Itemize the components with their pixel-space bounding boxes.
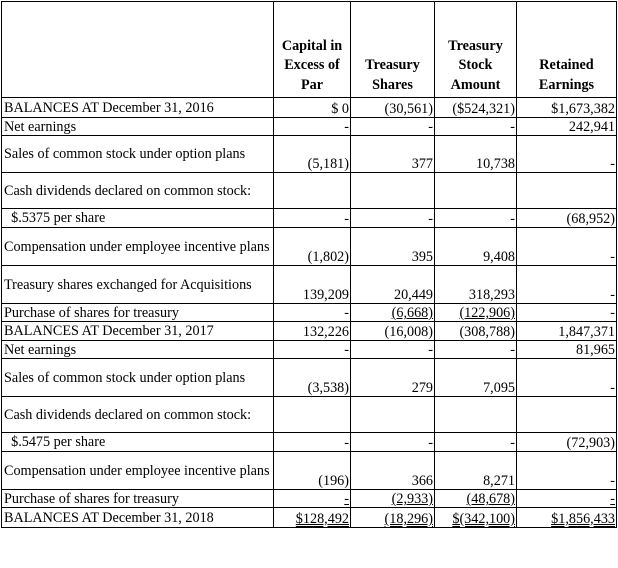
- value-text: -: [344, 211, 349, 227]
- value-text: -: [344, 305, 349, 321]
- row-value: [517, 266, 617, 304]
- row-value: [351, 173, 435, 209]
- row-label: Purchase of shares for treasury: [2, 304, 274, 322]
- row-value: [274, 136, 351, 173]
- value-text: -: [610, 287, 615, 303]
- row-value: [517, 508, 617, 528]
- row-value: [351, 452, 435, 490]
- row-label: Purchase of shares for treasury: [2, 490, 274, 508]
- table-row: [2, 508, 617, 528]
- value-text: (48,678): [466, 491, 515, 507]
- row-value: [435, 452, 517, 490]
- row-value: [517, 173, 617, 209]
- row-label: BALANCES AT December 31, 2016: [2, 98, 274, 118]
- value-text: -: [610, 156, 615, 172]
- value-text: 7,095: [483, 380, 515, 396]
- header-cell: Treasury Stock Amount: [435, 2, 517, 98]
- value-text: -: [610, 305, 615, 321]
- value-text: (16,008): [384, 324, 433, 340]
- row-value: [351, 341, 435, 359]
- row-value: [274, 322, 351, 341]
- value-text: (2,933): [391, 491, 433, 507]
- row-label: BALANCES AT December 31, 2018: [2, 508, 274, 528]
- value-text: (5,181): [307, 156, 349, 172]
- value-text: -: [428, 119, 433, 135]
- row-value: [274, 490, 351, 508]
- header-cell: Treasury Shares: [351, 2, 435, 98]
- header-cell: Retained Earnings: [517, 2, 617, 98]
- value-text: -: [510, 435, 515, 451]
- row-label: Cash dividends declared on common stock:: [2, 173, 274, 209]
- row-value: [435, 266, 517, 304]
- row-value: [274, 304, 351, 322]
- table-row: [2, 433, 617, 452]
- value-text: -: [610, 380, 615, 396]
- row-label: Cash dividends declared on common stock:: [2, 397, 274, 433]
- row-label: Compensation under employee incentive plans: [2, 228, 274, 266]
- row-value: [435, 341, 517, 359]
- value-text: 1,847,371: [558, 324, 615, 340]
- row-value: [435, 304, 517, 322]
- row-label: BALANCES AT December 31, 2017: [2, 322, 274, 341]
- table-row: [2, 341, 617, 359]
- row-value: [435, 508, 517, 528]
- row-value: [351, 433, 435, 452]
- row-value: [435, 98, 517, 118]
- row-value: [517, 209, 617, 228]
- row-value: [517, 118, 617, 136]
- value-text: -: [510, 211, 515, 227]
- value-text: 318,293: [468, 287, 515, 303]
- value-text: -: [610, 491, 615, 507]
- row-value: [274, 209, 351, 228]
- row-value: [351, 304, 435, 322]
- row-value: [435, 433, 517, 452]
- row-value: [517, 359, 617, 397]
- header-cell: [2, 2, 274, 98]
- value-text: 366: [411, 473, 433, 489]
- value-text: $128,492: [295, 511, 349, 527]
- row-value: [274, 397, 351, 433]
- row-value: [274, 173, 351, 209]
- value-text: -: [428, 342, 433, 358]
- value-text: (72,903): [566, 435, 615, 451]
- table-row: [2, 452, 617, 490]
- row-value: [274, 508, 351, 528]
- table-row: [2, 266, 617, 304]
- table-row: [2, 359, 617, 397]
- value-text: 395: [411, 249, 433, 265]
- row-value: [274, 341, 351, 359]
- value-text: 10,738: [475, 156, 515, 172]
- value-text: 377: [411, 156, 433, 172]
- value-text: -: [510, 119, 515, 135]
- value-text: -: [610, 473, 615, 489]
- value-text: -: [610, 249, 615, 265]
- value-text: $1,673,382: [551, 101, 615, 117]
- row-value: [517, 304, 617, 322]
- value-text: (1,802): [307, 249, 349, 265]
- row-value: [351, 322, 435, 341]
- table-row: [2, 490, 617, 508]
- table-row: [2, 98, 617, 118]
- row-value: [351, 136, 435, 173]
- row-label: Net earnings: [2, 341, 274, 359]
- row-label: Treasury shares exchanged for Acquisitions: [2, 266, 274, 304]
- row-value: [274, 359, 351, 397]
- row-value: [517, 228, 617, 266]
- row-value: [274, 433, 351, 452]
- header-cell: Capital in Excess of Par: [274, 2, 351, 98]
- row-value: [517, 322, 617, 341]
- table-row: [2, 304, 617, 322]
- row-value: [274, 118, 351, 136]
- row-value: [435, 490, 517, 508]
- value-text: -: [428, 435, 433, 451]
- row-value: [435, 359, 517, 397]
- row-label: $.5475 per share: [2, 433, 274, 452]
- equity-table: [1, 1, 617, 528]
- table-row: [2, 118, 617, 136]
- value-text: 139,209: [302, 287, 349, 303]
- row-value: [517, 136, 617, 173]
- row-value: [351, 118, 435, 136]
- row-value: [435, 397, 517, 433]
- value-text: -: [344, 435, 349, 451]
- row-label: $.5375 per share: [2, 209, 274, 228]
- value-text: 8,271: [483, 473, 515, 489]
- row-value: [435, 228, 517, 266]
- value-text: -: [344, 491, 349, 507]
- row-value: [351, 397, 435, 433]
- value-text: 81,965: [575, 342, 615, 358]
- row-label: Sales of common stock under option plans: [2, 359, 274, 397]
- row-value: [517, 397, 617, 433]
- table-row: [2, 322, 617, 341]
- row-value: [517, 433, 617, 452]
- value-text: -: [344, 119, 349, 135]
- row-value: [435, 173, 517, 209]
- value-text: -: [344, 342, 349, 358]
- row-label: Net earnings: [2, 118, 274, 136]
- value-text: (6,668): [391, 305, 433, 321]
- table-row: [2, 136, 617, 173]
- value-text: (196): [318, 473, 349, 489]
- row-value: [435, 118, 517, 136]
- row-value: [517, 452, 617, 490]
- value-text: $1,856,433: [551, 511, 615, 527]
- value-text: 9,408: [483, 249, 515, 265]
- value-text: 132,226: [302, 324, 349, 340]
- value-text: $(342,100): [452, 511, 515, 527]
- row-value: [517, 490, 617, 508]
- row-value: [517, 341, 617, 359]
- row-value: [351, 508, 435, 528]
- row-value: [435, 136, 517, 173]
- value-text: (68,952): [566, 211, 615, 227]
- row-label: Sales of common stock under option plans: [2, 136, 274, 173]
- row-label: Compensation under employee incentive plans: [2, 452, 274, 490]
- value-text: (122,906): [459, 305, 515, 321]
- row-value: [351, 228, 435, 266]
- value-text: 20,449: [393, 287, 433, 303]
- header-row: [2, 2, 617, 98]
- value-text: (3,538): [307, 380, 349, 396]
- row-value: [435, 209, 517, 228]
- row-value: [351, 98, 435, 118]
- row-value: [274, 228, 351, 266]
- value-text: 279: [411, 380, 433, 396]
- row-value: [351, 266, 435, 304]
- table-row: [2, 397, 617, 433]
- table-row: [2, 209, 617, 228]
- row-value: [274, 452, 351, 490]
- row-value: [351, 359, 435, 397]
- row-value: [274, 98, 351, 118]
- value-text: (30,561): [384, 101, 433, 117]
- value-text: 242,941: [568, 119, 615, 135]
- row-value: [274, 266, 351, 304]
- value-text: $ 0: [331, 101, 349, 117]
- value-text: (18,296): [384, 511, 433, 527]
- row-value: [351, 490, 435, 508]
- value-text: -: [428, 211, 433, 227]
- value-text: (308,788): [459, 324, 515, 340]
- row-value: [351, 209, 435, 228]
- value-text: -: [510, 342, 515, 358]
- row-value: [517, 98, 617, 118]
- value-text: ($524,321): [452, 101, 515, 117]
- row-value: [435, 322, 517, 341]
- table-row: [2, 173, 617, 209]
- table-row: [2, 228, 617, 266]
